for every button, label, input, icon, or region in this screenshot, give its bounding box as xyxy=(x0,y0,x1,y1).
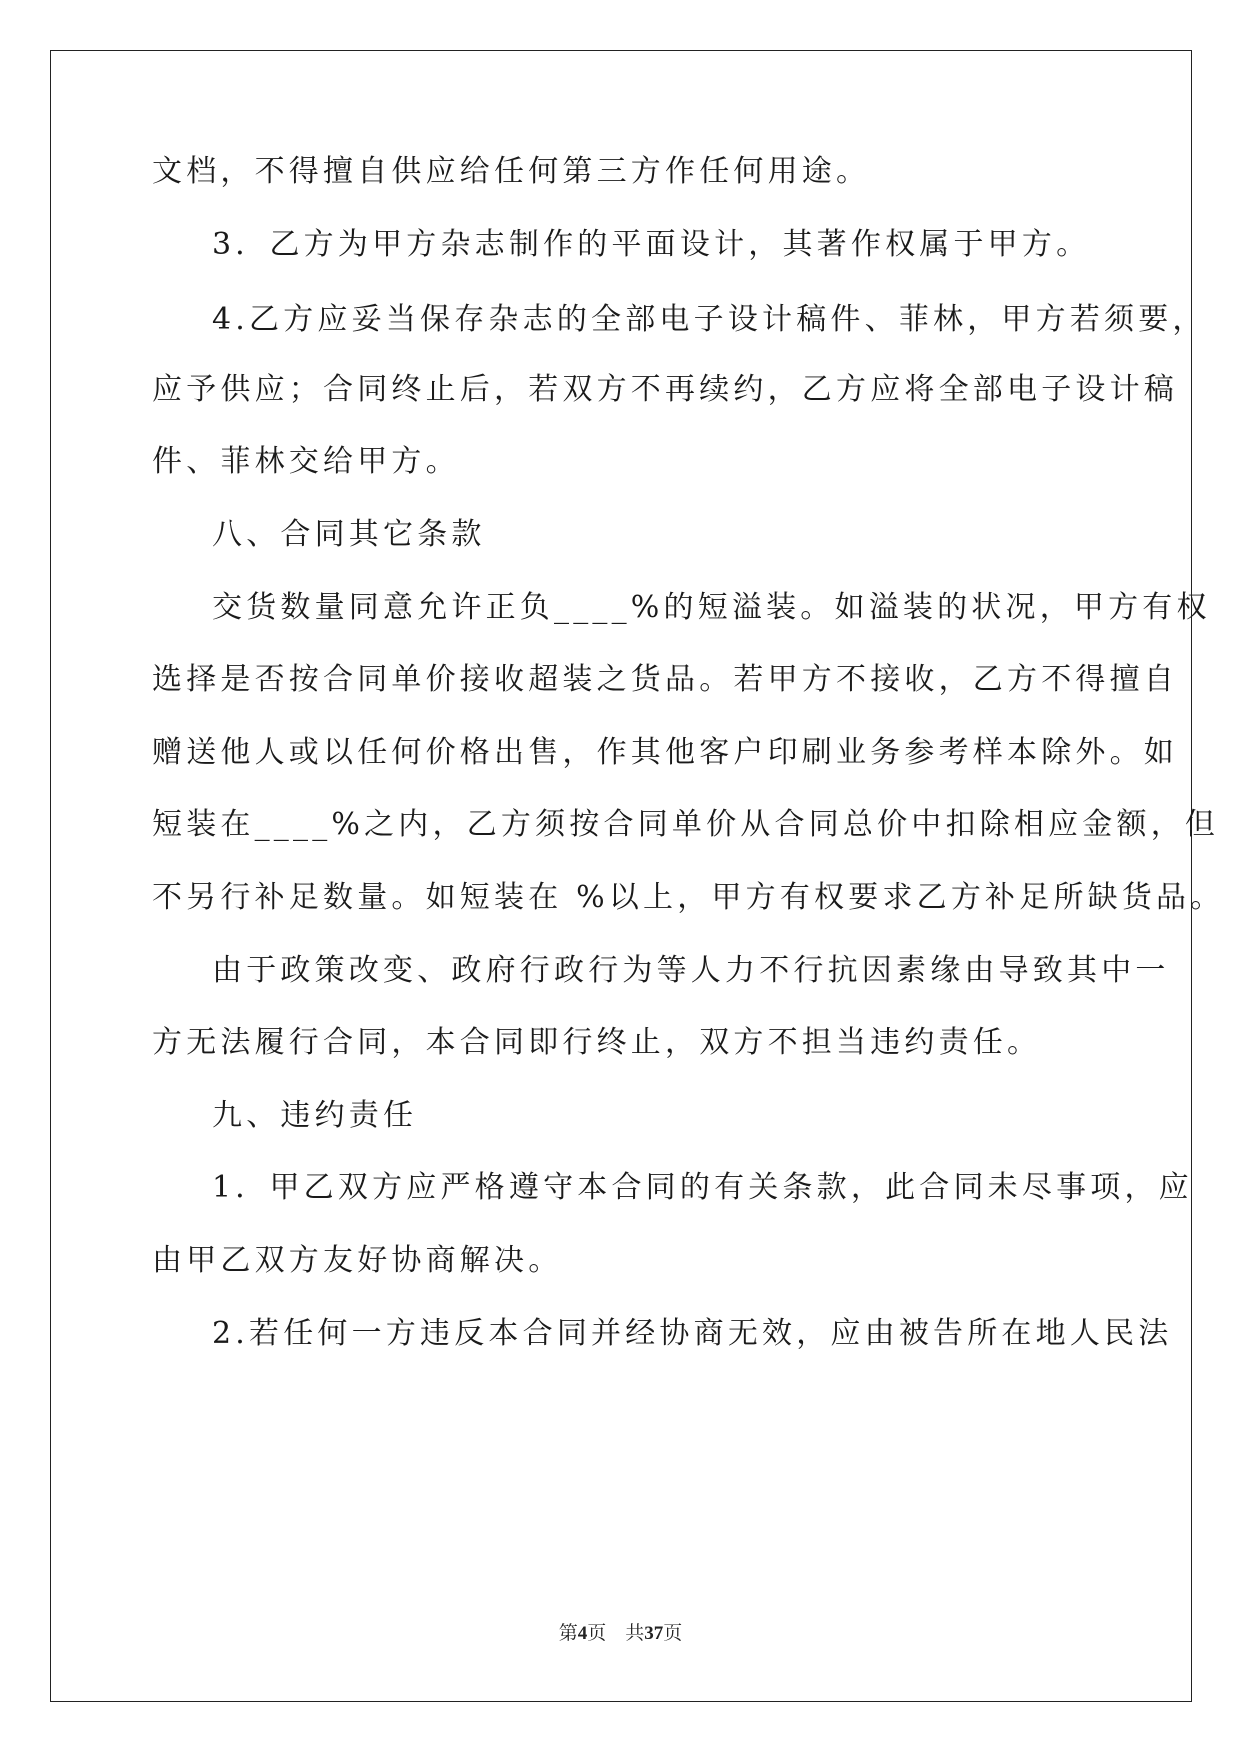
text-line: 赠送他人或以任何价格出售，作其他客户印刷业务参考样本除外。如 xyxy=(152,735,1178,770)
text-line: 选择是否按合同单价接收超装之货品。若甲方不接收，乙方不得擅自 xyxy=(152,662,1178,697)
text-line: 短装在____%之内，乙方须按合同单价从合同总价中扣除相应金额，但 xyxy=(152,807,1220,842)
total-suffix: 页 xyxy=(663,1623,683,1644)
paragraph-quantity: 交货数量同意允许正负____%的短溢装。如溢装的状况，甲方有权 xyxy=(212,590,1211,625)
clause-1: 1．甲乙双方应严格遵守本合同的有关条款，此合同未尽事项，应 xyxy=(212,1170,1193,1205)
text-line: 不另行补足数量。如短装在 %以上，甲方有权要求乙方补足所缺货品。 xyxy=(152,880,1225,915)
total-prefix: 共 xyxy=(625,1623,645,1644)
page-number: 4 xyxy=(577,1623,588,1644)
page-footer xyxy=(0,1622,1241,1646)
text-line: 方无法履行合同，本合同即行终止，双方不担当违约责任。 xyxy=(152,1025,1042,1060)
section-heading-8: 八、合同其它条款 xyxy=(212,517,486,552)
text-line: 件、菲林交给甲方。 xyxy=(152,444,460,479)
total-pages: 37 xyxy=(644,1623,664,1644)
section-heading-9: 九、违约责任 xyxy=(212,1098,418,1133)
page-prefix: 第 xyxy=(558,1623,578,1644)
page-border xyxy=(50,50,1192,1702)
text-line: 应予供应；合同终止后，若双方不再续约，乙方应将全部电子设计稿 xyxy=(152,372,1178,407)
text-line: 文档，不得擅自供应给任何第三方作任何用途。 xyxy=(152,154,871,189)
paragraph-force-majeure: 由于政策改变、政府行政行为等人力不行抗因素缘由导致其中一 xyxy=(212,953,1170,988)
text-line: 由甲乙双方友好协商解决。 xyxy=(152,1243,563,1278)
clause-3: 3．乙方为甲方杂志制作的平面设计，其著作权属于甲方。 xyxy=(212,227,1091,262)
clause-2: 2.若任何一方违反本合同并经协商无效，应由被告所在地人民法 xyxy=(212,1316,1173,1351)
clause-4: 4.乙方应妥当保存杂志的全部电子设计稿件、菲林，甲方若须要， xyxy=(212,302,1207,337)
page-suffix: 页 xyxy=(587,1623,607,1644)
